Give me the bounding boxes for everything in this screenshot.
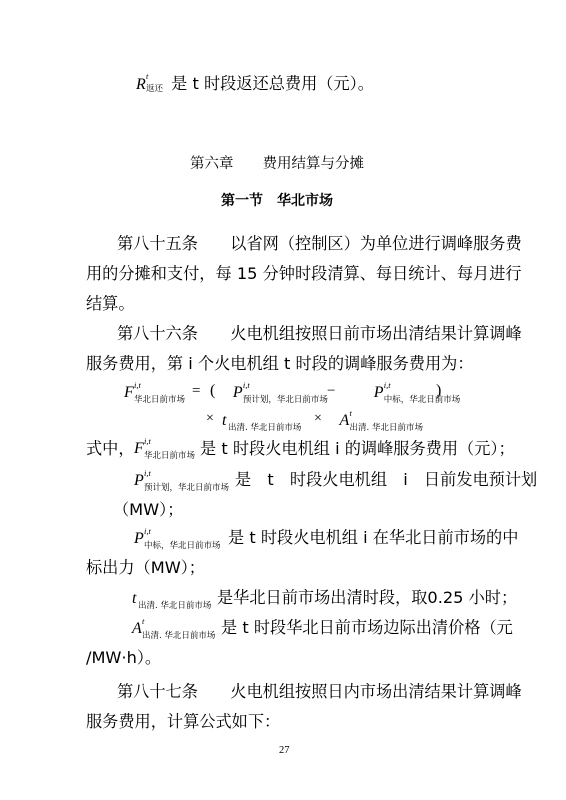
- definition-t-symbol: [132, 588, 212, 611]
- formula-line2: [206, 410, 446, 434]
- return-cost-text: 是 t 时段返还总费用（元）。: [171, 74, 374, 93]
- article-86-line2: 服务费用，第 i 个火电机组 t 时段的调峰服务费用为：: [86, 354, 474, 373]
- definition-A-cont: /MW·h）。: [86, 648, 162, 667]
- symbol-F-lhs: F i,t 华北日前市场: [124, 380, 186, 405]
- article-87-line2: 服务费用，计算公式如下：: [86, 712, 281, 731]
- definition-A-symbol: [132, 616, 216, 641]
- symbol-A-price: A t 出清. 华北日前市场: [339, 408, 423, 433]
- article-85-line1: 第八十五条 以省网（控制区）为单位进行调峰服务费: [117, 234, 522, 253]
- formula-line1: [124, 382, 484, 406]
- symbol-P-awarded: P i,t 中标，华北日前市场: [373, 380, 461, 405]
- definition-t-text: 是华北日前市场出清时段，取0.25 小时；: [217, 588, 518, 607]
- definition-P-planned-text: 是 t 时段火电机组 i 日前发电预计划: [235, 470, 538, 489]
- definition-A-text: 是 t 时段华北日前市场边际出清价格（元: [221, 618, 513, 637]
- definition-P-planned-cont: （MW）；: [113, 500, 184, 519]
- definition-F-text: 是 t 时段火电机组 i 的调峰服务费用（元）；: [200, 439, 515, 458]
- formula-open-paren: (: [210, 382, 216, 399]
- symbol-F-def: F i,t 华北日前市场: [134, 436, 196, 461]
- formula-minus: −: [327, 383, 336, 399]
- formula-times-2: ×: [314, 411, 322, 426]
- symbol-t-def: t 出清. 华北日前市场: [132, 590, 212, 611]
- symbol-P-awarded-def: P i,t 中标，华北日前市场: [134, 526, 221, 551]
- symbol-P-planned: P i,t 预计划，华北日前市场: [232, 380, 328, 405]
- definition-P-awarded-cont: 标出力（MW）；: [86, 558, 205, 577]
- symbol-t-clearing: t 出清. 华北日前市场: [222, 412, 302, 433]
- page-number: 27: [279, 745, 290, 756]
- definition-P-awarded-symbol: [134, 526, 221, 551]
- symbol-P-planned-def: P i,t 预计划，华北日前市场: [134, 468, 230, 493]
- definition-F-symbol: [134, 436, 196, 461]
- formula-close-paren: ): [436, 382, 442, 399]
- return-cost-definition: [136, 71, 374, 94]
- symbol-R-return: R t 返还: [136, 71, 164, 94]
- section-heading: 第一节 华北市场: [221, 193, 333, 209]
- symbol-A-def: A t 出清. 华北日前市场: [132, 616, 216, 641]
- definition-F-prefix: 式中，: [86, 439, 135, 458]
- definition-P-awarded-text: 是 t 时段火电机组 i 在华北日前市场的中: [228, 528, 519, 547]
- definition-P-planned-symbol: [134, 468, 230, 493]
- formula-times-1: ×: [206, 411, 214, 426]
- chapter-heading: 第六章 费用结算与分摊: [190, 156, 364, 172]
- article-85-line3: 结算。: [86, 294, 135, 313]
- article-87-line1: 第八十七条 火电机组按照日内市场出清结果计算调峰: [117, 682, 522, 701]
- article-85-line2: 用的分摊和支付，每 15 分钟时段清算、每日统计、每月进行: [86, 264, 522, 283]
- formula-equals: =: [192, 383, 201, 399]
- article-86-line1: 第八十六条 火电机组按照日前市场出清结果计算调峰: [117, 324, 522, 343]
